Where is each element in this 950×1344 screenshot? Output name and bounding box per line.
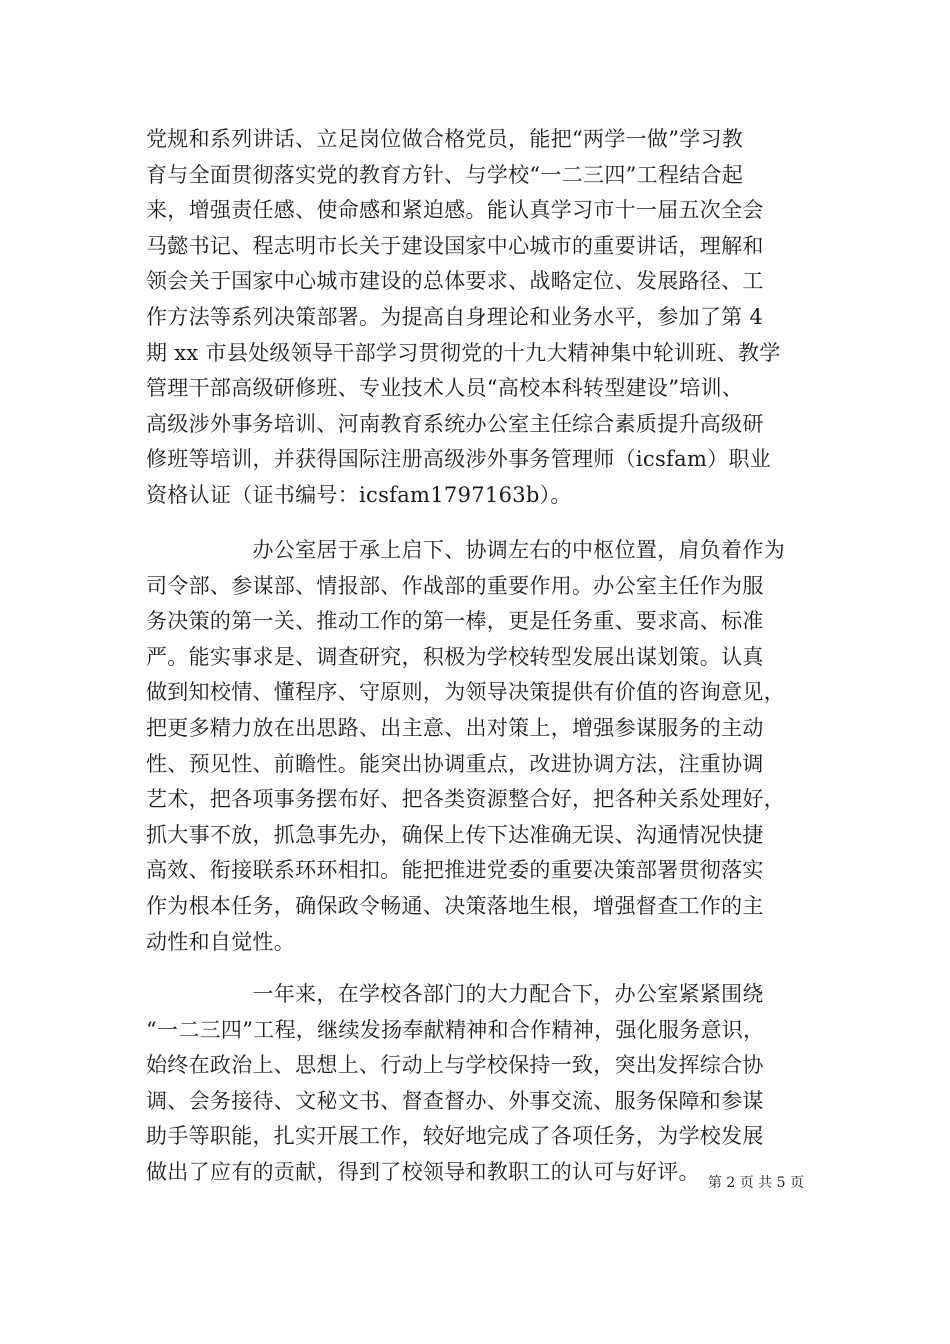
text-line: 来，增强责任感、使命感和紧迫感。能认真学习市十一届五次全会 [146, 198, 764, 223]
text-line: 作为根本任务，确保政令畅通、决策落地生根，增强督查工作的主 [146, 893, 764, 918]
text-line: 司令部、参谋部、情报部、作战部的重要作用。办公室主任作为服 [146, 573, 764, 598]
text-line: 把更多精力放在出思路、出主意、出对策上，增强参谋服务的主动 [146, 715, 764, 740]
body-paragraph [146, 533, 806, 960]
body-paragraph [146, 977, 806, 1191]
text-line: 资格认证（证书编号：icsfam1797163b）。 [146, 482, 572, 507]
text-line: 抓大事不放，抓急事先办，确保上传下达准确无误、沟通情况快捷 [146, 822, 764, 847]
text-line: 艺术，把各项事务摆布好、把各类资源整合好，把各种关系处理好， [146, 787, 785, 812]
text-line: 作方法等系列决策部署。为提高自身理论和业务水平，参加了第 4 [146, 304, 764, 329]
text-line: 高效、衔接联系环环相扣。能把推进党委的重要决策部署贯彻落实 [146, 858, 764, 883]
text-line: 高级涉外事务培训、河南教育系统办公室主任综合素质提升高级研 [146, 411, 764, 436]
text-line: 育与全面贯彻落实党的教育方针、与学校“一二三四”工程结合起 [146, 162, 744, 187]
text-line: 领会关于国家中心城市建设的总体要求、战略定位、发展路径、工 [146, 269, 764, 294]
text-line: 做出了应有的贡献，得到了校领导和教职工的认可与好评。 [146, 1159, 700, 1184]
text-line: 办公室居于承上启下、协调左右的中枢位置，肩负着作为 [146, 538, 785, 562]
text-line: 始终在政治上、思想上、行动上与学校保持一致，突出发挥综合协 [146, 1053, 764, 1078]
text-line: 严。能实事求是、调查研究，积极为学校转型发展出谋划策。认真 [146, 644, 764, 669]
text-line: 期 xx 市县处级领导干部学习贯彻党的十九大精神集中轮训班、教学 [146, 340, 781, 365]
text-line: 务决策的第一关、推动工作的第一棒，更是任务重、要求高、标准 [146, 609, 764, 634]
text-line: 助手等职能，扎实开展工作，较好地完成了各项任务，为学校发展 [146, 1124, 764, 1149]
page-number-footer: 第 2 页 共 5 页 [707, 1175, 804, 1191]
body-paragraph [146, 122, 806, 514]
text-line: 性、预见性、前瞻性。能突出协调重点，改进协调方法，注重协调 [146, 751, 764, 776]
text-line: 修班等培训，并获得国际注册高级涉外事务管理师（icsfam）职业 [146, 447, 772, 472]
text-line: “一二三四”工程，继续发扬奉献精神和合作精神，强化服务意识， [146, 1017, 765, 1042]
text-line: 动性和自觉性。 [146, 929, 296, 954]
text-line: 管理干部高级研修班、专业技术人员“高校本科转型建设”培训、 [146, 376, 744, 401]
text-line: 一年来，在学校各部门的大力配合下，办公室紧紧围绕 [146, 982, 764, 1006]
text-line: 做到知校情、懂程序、守原则，为领导决策提供有价值的咨询意见， [146, 680, 785, 705]
text-line: 党规和系列讲话、立足岗位做合格党员，能把“两学一做”学习教 [146, 127, 744, 151]
text-line: 调、会务接待、文秘文书、督查督办、外事交流、服务保障和参谋 [146, 1088, 764, 1113]
text-line: 马懿书记、程志明市长关于建设国家中心城市的重要讲话，理解和 [146, 233, 764, 258]
